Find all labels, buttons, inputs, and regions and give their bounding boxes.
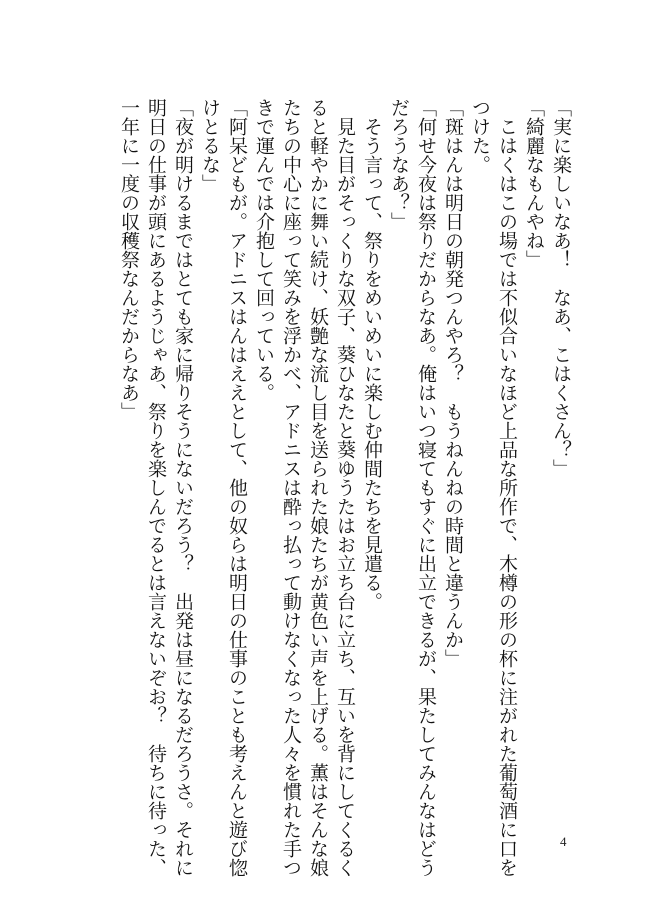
- text-column: 「阿呆どもが。アドニスはんはええとして、他の奴らは明日の仕事のことも考えんと遊び惚: [226, 98, 248, 877]
- vertical-text-body: [118, 98, 572, 877]
- text-column: 明日の仕事が頭にあるようじゃあ、祭りを楽しんでるとは言えないぞお？ 待ちに待った、: [145, 98, 167, 877]
- text-column: 一年に一度の収穫祭なんだからなあ」: [118, 98, 140, 421]
- text-column: きで運んでは介抱して回っている。: [253, 98, 275, 402]
- text-column: 「夜が明けるまではとても家に帰りそうにないだろう？ 出発は昼になるだろうさ。それに: [172, 98, 194, 877]
- text-column: つけた。: [469, 98, 491, 174]
- text-column: 「実に楽しいなあ！ なあ、こはくさん？」: [550, 98, 572, 478]
- page-number: 4: [560, 834, 567, 849]
- text-column: 「綺麗なもんやね」: [523, 98, 545, 269]
- text-column: 「何せ今夜は祭りだからなあ。俺はいつ寝てもすぐに出立できるが、果たしてみんなはどう: [415, 98, 437, 877]
- text-column: そう言って、祭りをめいめいに楽しむ仲間たちを見遣る。: [361, 98, 383, 611]
- text-column: たちの中心に座って笑みを浮かべ、アドニスは酔っ払って動けなくなった人々を慣れた手つ: [280, 98, 302, 877]
- text-column: だろうなあ？」: [388, 98, 410, 231]
- text-column: こはくはこの場では不似合いなほど上品な所作で、木樽の形の杯に注がれた葡萄酒に口を: [496, 98, 518, 877]
- text-column: 見た目がそっくりな双子、葵ひなたと葵ゆうたはお立ち台に立ち、互いを背にしてくるく: [334, 98, 356, 877]
- text-column: 「斑はんは明日の朝発つんやろ？ もうねんねの時間と違うんか」: [442, 98, 464, 668]
- text-column: けとるな」: [199, 98, 221, 193]
- text-column: ると軽やかに舞い続け、妖艶な流し目を送られた娘たちが黄色い声を上げる。薫はそんな娘: [307, 98, 329, 877]
